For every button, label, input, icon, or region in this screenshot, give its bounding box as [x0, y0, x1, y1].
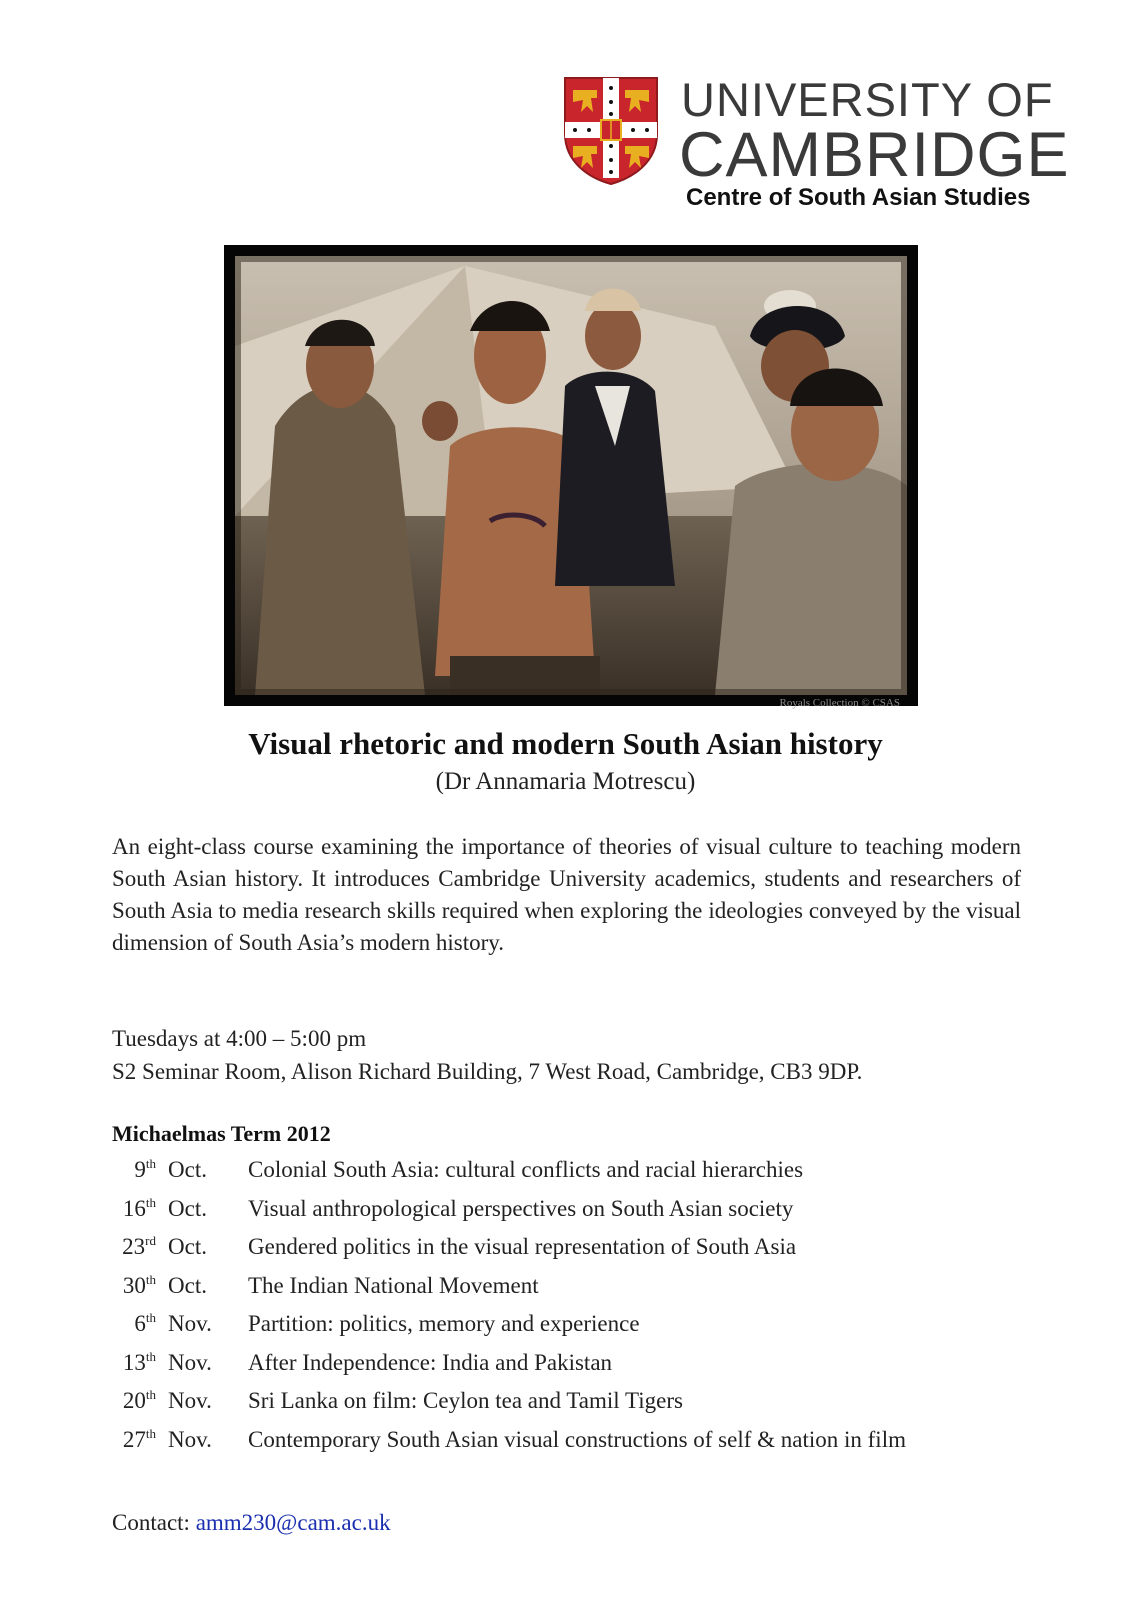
session-row — [112, 1196, 1072, 1235]
session-day: 13th — [122, 1348, 156, 1375]
session-month: Oct. — [168, 1272, 207, 1298]
session-row — [112, 1234, 1072, 1273]
session-day: 23rd — [122, 1233, 156, 1259]
session-topic: The Indian National Movement — [248, 1272, 539, 1298]
session-row — [112, 1427, 1072, 1466]
session-row — [112, 1273, 1072, 1312]
contact-label: Contact: — [112, 1510, 196, 1535]
logo-university-of: UNIVERSITY OF — [681, 73, 1054, 126]
session-row — [112, 1350, 1072, 1389]
session-month: Oct. — [168, 1195, 207, 1221]
session-list — [112, 1157, 1072, 1465]
course-time: Tuesdays at 4:00 – 5:00 pm — [112, 1026, 367, 1051]
course-description: An eight-class course examining the importance of theories of visual culture to teaching modern South Asian history. It introduces Cambridge University academics, students and researchers of South Asia to media research skills required when exploring the ideologies conveyed by the visual dimension of South Asia’s modern history. — [112, 834, 1021, 955]
university-crest-icon — [563, 76, 659, 186]
contact-line — [112, 1510, 391, 1536]
session-month: Oct. — [168, 1234, 207, 1259]
contact-email-link[interactable]: amm230@cam.ac.uk — [195, 1510, 391, 1535]
session-day: 6th — [134, 1310, 156, 1336]
session-topic: Partition: politics, memory and experience — [248, 1311, 640, 1336]
archival-photo — [235, 256, 907, 695]
session-topic: Gendered politics in the visual representation of South Asia — [248, 1234, 797, 1259]
photo-credit: Royals Collection © CSAS — [779, 697, 900, 709]
logo-cambridge: CAMBRIDGE — [679, 120, 1070, 190]
lecturer-name: (Dr Annamaria Motrescu) — [435, 768, 696, 795]
session-day: 16th — [122, 1194, 156, 1221]
session-month: Nov. — [168, 1426, 212, 1452]
session-row — [112, 1311, 1072, 1350]
photo-frame — [224, 245, 918, 706]
centre-name: Centre of South Asian Studies — [686, 184, 1031, 211]
session-day: 27th — [122, 1425, 156, 1452]
session-day: 30th — [122, 1271, 156, 1298]
session-month: Nov. — [168, 1311, 212, 1336]
session-topic: Contemporary South Asian visual constructions of self & nation in film — [248, 1426, 906, 1452]
session-topic: After Independence: India and Pakistan — [248, 1349, 613, 1375]
session-day: 9th — [134, 1156, 156, 1182]
session-topic: Visual anthropological perspectives on South Asian society — [248, 1195, 794, 1221]
session-row — [112, 1388, 1072, 1427]
session-topic: Sri Lanka on film: Ceylon tea and Tamil Tigers — [248, 1388, 683, 1413]
course-title: Visual rhetoric and modern South Asian history — [248, 726, 883, 761]
term-heading: Michaelmas Term 2012 — [112, 1121, 331, 1146]
university-logo — [563, 73, 1083, 190]
course-venue: S2 Seminar Room, Alison Richard Building, 7 West Road, Cambridge, CB3 9DP. — [112, 1059, 863, 1084]
session-month: Nov. — [168, 1388, 212, 1413]
session-row — [112, 1157, 1072, 1196]
session-topic: Colonial South Asia: cultural conflicts and racial hierarchies — [248, 1157, 804, 1182]
session-month: Nov. — [168, 1349, 212, 1375]
session-day: 20th — [122, 1387, 156, 1413]
session-month: Oct. — [168, 1157, 207, 1182]
